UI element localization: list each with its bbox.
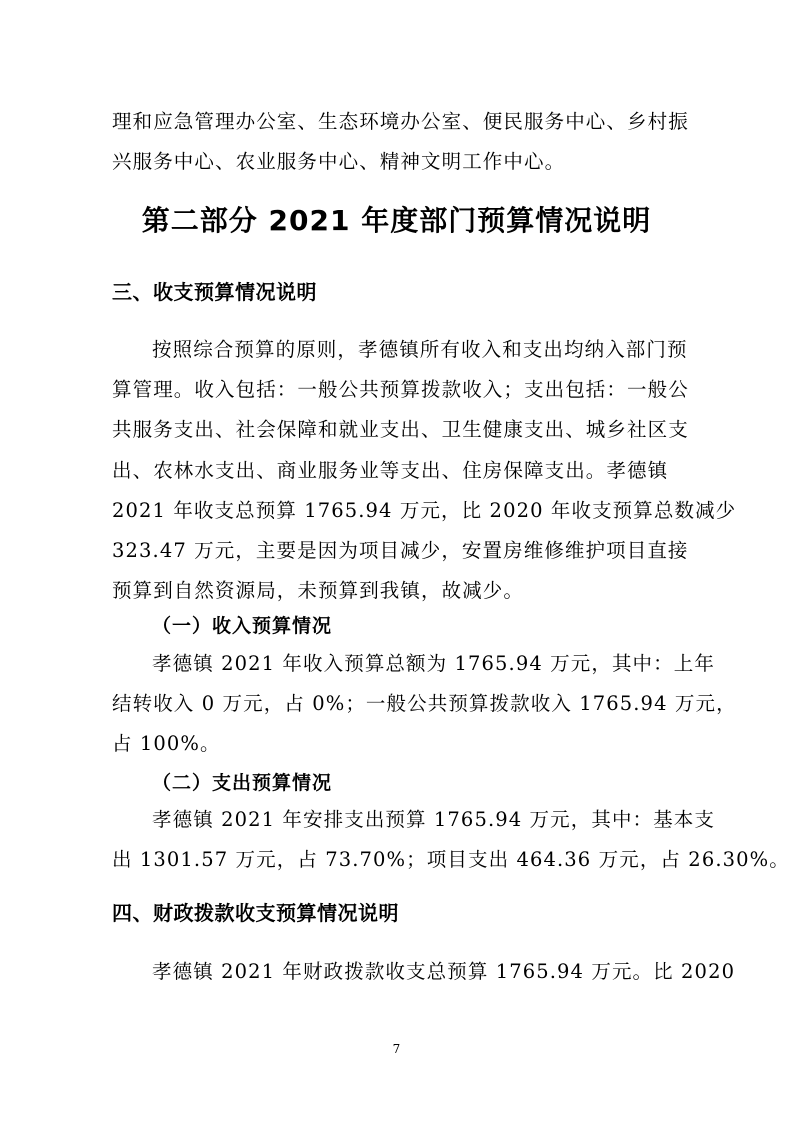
text-line: 2021 年收支总预算 1765.94 万元，比 2020 年收支预算总数减少 xyxy=(112,498,737,522)
text-line: 出 1301.57 万元，占 73.70%；项目支出 464.36 万元，占 26.30%。 xyxy=(112,848,790,872)
text-line: 占 100%。 xyxy=(112,732,221,756)
income-paragraph xyxy=(112,644,737,765)
text-line: 按照综合预算的原则，孝德镇所有收入和支出均纳入部门预 xyxy=(152,338,688,361)
text-line: 算管理。收入包括：一般公共预算拨款收入；支出包括：一般公 xyxy=(112,378,689,402)
income-heading: （一）收入预算情况 xyxy=(152,615,333,637)
text-line: 323.47 万元，主要是因为项目减少，安置房维修维护项目直接 xyxy=(112,539,689,563)
text-line: 出、农林水支出、商业服务业等支出、住房保障支出。孝德镇 xyxy=(112,458,669,482)
text-line: 结转收入 0 万元，占 0%；一般公共预算拨款收入 1765.94 万元， xyxy=(112,692,737,716)
text-line: 理和应急管理办公室、生态环境办公室、便民服务中心、乡村振 xyxy=(112,110,689,133)
text-line: 孝德镇 2021 年收入预算总额为 1765.94 万元，其中：上年 xyxy=(152,652,715,675)
text-line: 孝德镇 2021 年财政拨款收支总预算 1765.94 万元。比 2020 xyxy=(152,960,736,983)
text-line: 兴服务中心、农业服务中心、精神文明工作中心。 xyxy=(112,150,566,174)
section4-heading: 四、财政拨款收支预算情况说明 xyxy=(112,901,399,925)
text-line: 预算到自然资源局，未预算到我镇，故减少。 xyxy=(112,579,525,603)
section3-heading: 三、收支预算情况说明 xyxy=(112,280,317,304)
text-line: 孝德镇 2021 年安排支出预算 1765.94 万元，其中：基本支 xyxy=(152,808,715,831)
section3-paragraph xyxy=(112,330,737,611)
part-title: 第二部分 2021 年度部门预算情况说明 xyxy=(141,204,652,237)
page-number: 7 xyxy=(392,1042,401,1056)
text-line: 共服务支出、社会保障和就业支出、卫生健康支出、城乡社区支 xyxy=(112,418,689,442)
intro-paragraph xyxy=(112,102,689,182)
expense-paragraph xyxy=(112,800,790,880)
expense-heading: （二）支出预算情况 xyxy=(152,772,333,794)
section4-paragraph xyxy=(112,952,736,992)
